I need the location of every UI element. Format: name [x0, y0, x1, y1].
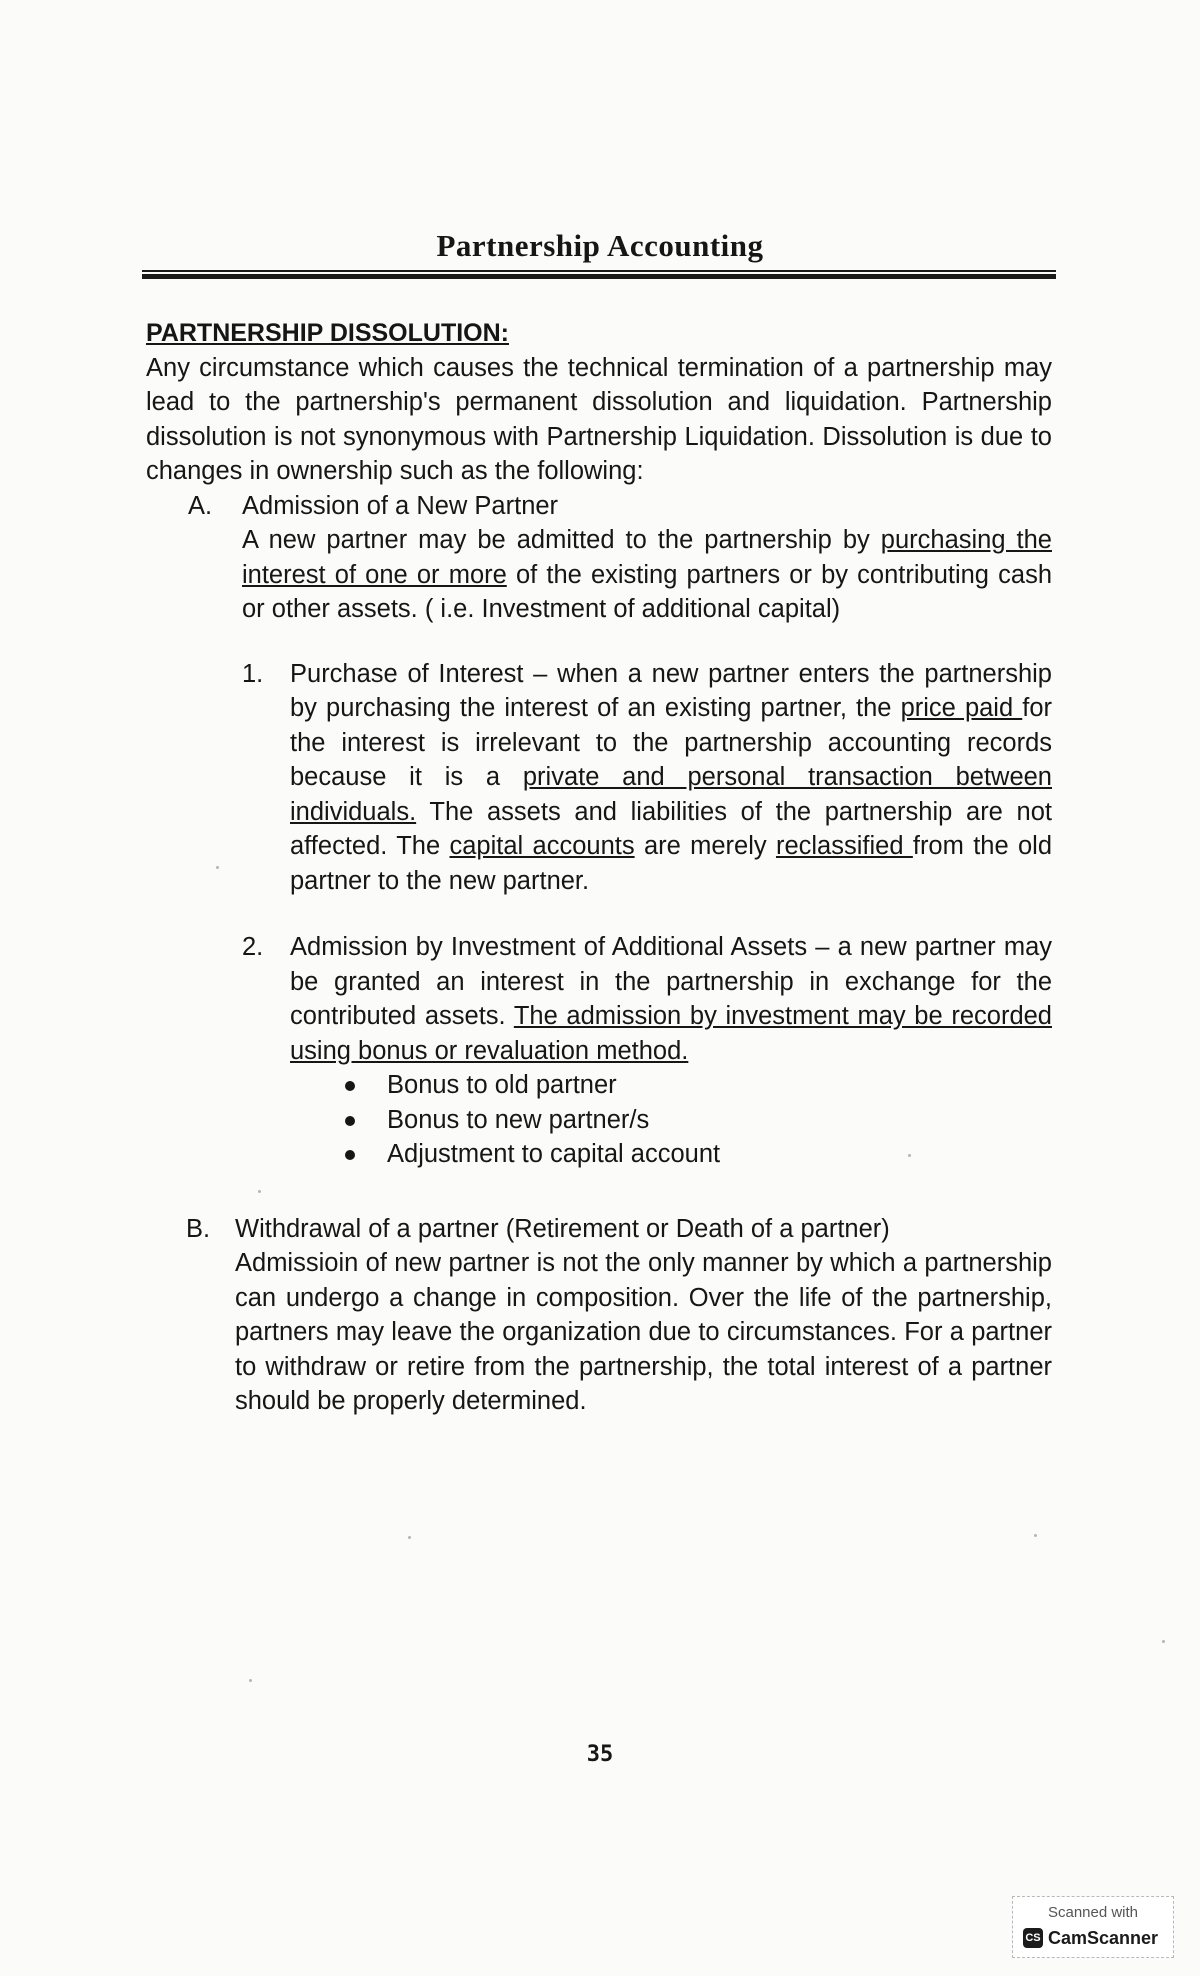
- item-1-number: 1.: [242, 659, 264, 688]
- bullet-icon: [345, 1116, 355, 1126]
- list-item: [387, 1068, 1052, 1103]
- item-1-paragraph: [290, 657, 1052, 899]
- section-a-letter: A.: [188, 491, 213, 520]
- page-number: 35: [586, 1742, 614, 1767]
- item-1-underline-2: private and personal transaction between individuals.: [290, 763, 1052, 826]
- item-1-underline-3: capital accounts: [449, 832, 635, 860]
- section-b-letter: B.: [186, 1214, 211, 1243]
- section-b-title: Withdrawal of a partner (Retirement or Death of a partner): [235, 1214, 890, 1243]
- header-rule-thick: [142, 274, 1056, 279]
- bullet-icon: [345, 1081, 355, 1091]
- section-a-title: Admission of a New Partner: [242, 491, 559, 520]
- section-a-text-before: A new partner may be admitted to the partnership by: [242, 526, 881, 554]
- bullet-icon: [345, 1150, 355, 1160]
- item-1-text-1: Purchase of Interest – when a new partner enters the partnership by purchasing the interest of an existing partner, the: [290, 659, 1052, 722]
- section-a-text-after: of the existing partners or by contributing cash or other assets. ( i.e. Investment of additional capital): [242, 560, 1052, 623]
- running-header-title: Partnership Accounting: [436, 228, 764, 263]
- scan-speck: [258, 1190, 261, 1193]
- item-purchase-of-interest: [242, 657, 1052, 899]
- section-b-paragraph: Admissioin of new partner is not the only manner by which a partnership can undergo a change in composition. Over the life of the partnership, partners may leave the organization due to circumstances. For a partner to withdraw or retire from the partnership, the total interest of a partner should be properly determined.: [235, 1249, 1052, 1415]
- item-1-text-2: for the interest is irrelevant to the partnership accounting records because it is a: [290, 694, 1053, 791]
- scan-speck: [408, 1536, 411, 1539]
- item-2-paragraph: [290, 930, 1052, 1068]
- section-a-paragraph: [242, 523, 1052, 627]
- item-1-text-5: from the old partner to the new partner.: [290, 832, 1052, 895]
- watermark-caption: Scanned with: [1047, 1904, 1139, 1921]
- scan-speck: [1162, 1640, 1165, 1643]
- main-content: [146, 316, 1052, 1419]
- scan-speck: [216, 866, 219, 869]
- intro-paragraph: Any circumstance which causes the technical termination of a partnership may lead to the partnership's permanent dissolution and liquidation. Partnership dissolution is not synonymous with Partnership Liquidation. Dissolution is due to changes in ownership such as the following:: [146, 353, 1052, 485]
- watermark-brand: [1023, 1927, 1158, 1949]
- section-heading: PARTNERSHIP DISSOLUTION:: [146, 319, 509, 347]
- scan-speck: [908, 1154, 911, 1157]
- item-1-text-3: The assets and liabilities of the partnership are not affected. The: [290, 797, 1052, 860]
- list-item-text: Bonus to old partner: [387, 1071, 617, 1099]
- item-1-underline-4: reclassified: [775, 832, 913, 860]
- section-a-underlined-text: purchasing the interest of one or more: [242, 526, 1052, 589]
- scan-speck: [249, 1679, 252, 1682]
- item-2-text-1: Admission by Investment of Additional Assets – a new partner may be granted an interest in the partnership in exchange for the contributed assets.: [290, 933, 1052, 1030]
- section-a: [146, 489, 1052, 1172]
- list-item-text: Adjustment to capital account: [387, 1140, 721, 1168]
- list-item: [387, 1103, 1052, 1138]
- camscanner-logo-icon: CS: [1023, 1928, 1043, 1948]
- item-1-underline-1: price paid: [900, 694, 1023, 722]
- camscanner-watermark: [1012, 1896, 1174, 1958]
- scan-speck: [1034, 1534, 1037, 1537]
- list-item-text: Bonus to new partner/s: [387, 1105, 650, 1134]
- list-item: [387, 1137, 1052, 1172]
- bonus-method-list: [242, 1068, 1052, 1172]
- item-admission-by-investment: [242, 930, 1052, 1068]
- header-rule-thin: [142, 270, 1056, 272]
- item-1-text-4: are merely: [634, 832, 776, 860]
- item-2-number: 2.: [242, 933, 264, 961]
- item-2-underline-1: The admission by investment may be recorded using bonus or revaluation method.: [290, 1002, 1052, 1065]
- watermark-brand-name: CamScanner: [1048, 1927, 1159, 1948]
- section-b: [146, 1212, 1052, 1419]
